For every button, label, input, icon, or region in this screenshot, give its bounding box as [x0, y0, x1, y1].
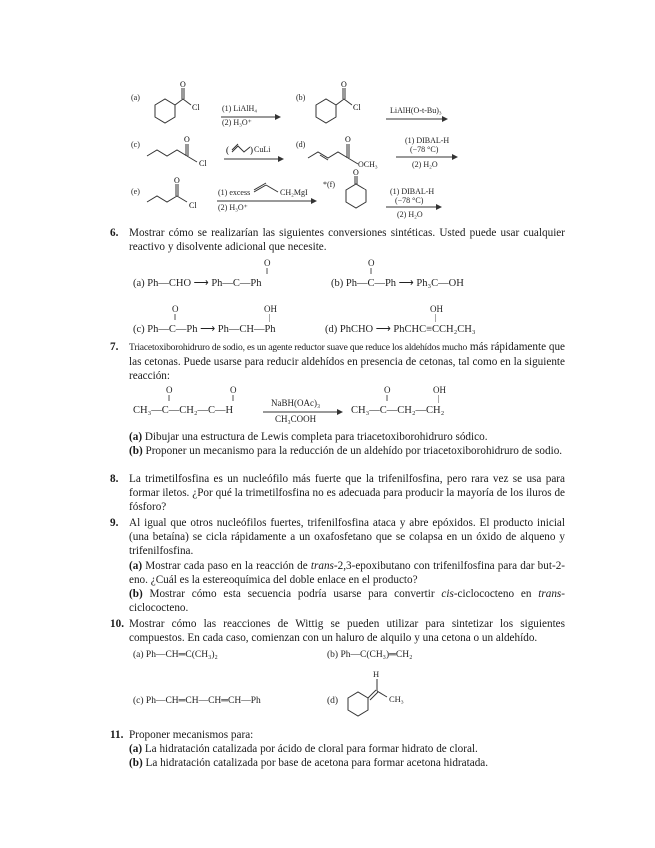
part-11a: La hidratación catalizada por ácido de cloral para formar hidrato de cloral. — [144, 743, 478, 756]
pentanoyl-chloride-structure — [145, 132, 215, 172]
problem-8 — [110, 472, 565, 515]
scheme-6c: (c) Ph—C—Ph ⟶ Ph—CH—Ph — [133, 324, 276, 335]
svg-text:Cl: Cl — [353, 103, 361, 112]
reaction-d-reagent2: (−78 °C) — [410, 145, 439, 154]
reaction-d-reagent3: (2) H₂O — [412, 160, 438, 169]
problem-9: 9. Al igual que otros nucleófilos fuertes, trifenilfosfina ataca y abre epóxidos. El producto inicial (una betaína) se cicla rápidamente a un oxafosfetano que se colapsa en un óxido de alqueno y trifenilfosfina. (a) Mostrar cada paso en la reacción de trans-2,3-epoxibutano con trifenilfosfina para dar but-2-eno. ¿Cuál es la estereoquímica del doble enlace en el producto? (b) Mostrar cómo esta secuencia podría usarse para convertir cis-ciclococteno en trans-ciclococteno. — [110, 517, 566, 615]
reaction-f-reagent2: (−78 °C) — [395, 196, 424, 205]
svg-text:O: O — [174, 176, 180, 185]
reaction-e-reagent2: (2) H₃O⁺ — [218, 203, 248, 212]
problem-number: 11. — [110, 729, 124, 741]
reaction-c-reagent: CuLi — [254, 145, 271, 154]
arrow-c — [224, 156, 284, 162]
svg-text:O: O — [353, 168, 359, 177]
svg-text:): ) — [250, 145, 253, 155]
reaction-c-label: (c) — [131, 140, 140, 149]
problem-6 — [110, 226, 565, 254]
compound-10d-label: (d) — [327, 696, 339, 706]
reaction-d-label: (d) — [296, 140, 306, 149]
reaction-f-reagent3: (2) H₂O — [397, 210, 423, 219]
reaction-b-reagent: LiAlH(O-t-Bu)₃ — [390, 106, 442, 115]
svg-text:Cl: Cl — [199, 159, 207, 168]
scheme-7-reagent-top: NaBH(OAc)₃ — [271, 398, 321, 408]
reaction-a-label: (a) — [131, 93, 140, 102]
part-7b: Proponer un mecanismo para la reducción de un aldehído por triacetoxiborohidruro de sodio. — [145, 445, 563, 458]
compound-10a: (a) Ph—CH═C(CH₃)₂ — [133, 650, 218, 660]
problem-text: Mostrar cómo las reacciones de Wittig se pueden utilizar para sintetizar los siguientes compuestos. En cada caso, comienzan con un haluro de alquilo y una cetona o un aldehído. — [129, 618, 565, 645]
problem-7 — [110, 340, 565, 384]
reaction-a-reagent1: (1) LiAlH₄ — [222, 104, 258, 113]
scheme-7-reactant: CH₃—C—CH₂—C—H — [133, 405, 234, 416]
lactone-structure — [336, 168, 380, 220]
problem-number: 8. — [110, 473, 119, 485]
problem-text: Proponer mecanismos para: — [129, 729, 254, 741]
problem-11: 11. Proponer mecanismos para: (a) La hidratación catalizada por ácido de cloral para formar hidrato de cloral. (b) La hidratación catalizada por base de acetona para formar acetona hidratada. — [110, 728, 565, 771]
reaction-f-reagent1: (1) DIBAL-H — [390, 187, 435, 196]
methylbutanoyl-chloride-structure — [145, 178, 215, 218]
problem-text: Mostrar cómo se realizarían las siguientes conversiones sintéticas. Usted puede usar cualquier reactivo y disolvente adicional que necesite. — [129, 227, 565, 254]
atom-O: O — [180, 80, 186, 89]
scheme-6a: (a) Ph—CHO ⟶ Ph—C—Ph — [133, 278, 262, 289]
svg-text:.: . — [363, 183, 365, 192]
scheme-6b-O: O — [368, 258, 375, 268]
svg-text:(: ( — [226, 145, 229, 155]
reaction-a-reagent2: (2) H₃O⁺ — [222, 118, 252, 127]
scheme-6a-O: O — [264, 258, 271, 268]
part-7a: Dibujar una estructura de Lewis completa para triacetoxiborohidruro sódico. — [144, 431, 488, 443]
problem-text: más rápidamente que las cetonas. Puede usarse para reducir aldehídos en presencia de cetonas, tal como en la siguiente reacción: — [129, 341, 565, 383]
scheme-6b: (b) Ph—C—Ph ⟶ Ph₃C—OH — [331, 278, 464, 289]
svg-text:O: O — [184, 135, 190, 144]
compound-10d-CH3: CH₃ — [389, 694, 404, 704]
reaction-b-label: (b) — [296, 93, 306, 102]
problem-number: 10. — [110, 618, 124, 630]
compound-10d-H: H — [373, 669, 380, 679]
scheme-7-product: CH₃—C—CH₂—CH₂ — [351, 405, 445, 416]
problem-7-parts: (a) Dibujar una estructura de Lewis completa para triacetoxiborohidruro sódico. (b) Proponer un mecanismo para la reducción de un aldehído por triacetoxiborohidruro de sodio. — [129, 431, 563, 458]
scheme-6c-O: O — [172, 304, 179, 314]
problem-text: La trimetilfosfina es un nucleófilo más fuerte que la trifenilfosfina, pero rara vez se usa para formar iletos. ¿Por qué la trimetilfosfina no es adecuada para producir la mayoría de los iluros de fósforo? — [129, 473, 565, 514]
benzoyl-chloride-structure-b — [306, 80, 376, 130]
reaction-d-reagent1: (1) DIBAL-H — [405, 136, 450, 145]
reaction-e-reagent1: (1) excess — [218, 188, 251, 197]
svg-text:O: O — [341, 80, 347, 89]
scheme-7-reagent-bottom: CH₃COOH — [275, 414, 317, 424]
reaction-e-label: (e) — [131, 187, 140, 196]
atom-Cl: Cl — [192, 103, 200, 112]
compound-10b: (b) Ph—C(CH₃)═CH₂ — [327, 650, 413, 660]
problem-number: 6. — [110, 227, 119, 239]
vinyl-group-icon — [252, 182, 282, 194]
problem-text: Al igual que otros nucleófilos fuertes, trifenilfosfina ataca y abre epóxidos. El producto inicial (una betaína) se cicla rápidamente a un oxafosfetano que se colapsa en un óxido de alqueno y trifenilfosfina. — [129, 517, 565, 558]
svg-text:O: O — [345, 135, 351, 144]
document-page: (a) O Cl (1) LiAlH₄ (2) H₃O⁺ (b) O Cl LiAlH(O-t-Bu)₃ (c) O Cl ( ) CuLi (d) O OCH₃ (1) DIBAL-H (−78 °C) (2) H₂O (e) O Cl (1) excess CH₂MgI (2) H₃O⁺ *(f) O . (1) DIBAL-H (−78 °C) (2) H₂O 6. Mostrar cómo se realizarían las siguientes conversiones sintéticas. Usted puede usar cualquier reactivo y disolvente adicional que necesite. (a) Ph—CHO ⟶ Ph—C—Ph O ‖ (b) Ph—C—Ph ⟶ Ph₃C—OH O ‖ (c) Ph—C—Ph ⟶ Ph—CH—Ph O ‖ OH | (d) PhCHO ⟶ PhCHC≡CCH₂CH₃ OH | 7. Triacetoxiborohidruro de sodio, es un agente reductor suave que reduce los aldehídos mucho más rápidamente que las cetonas. Puede usarse para reducir aldehídos en presencia de cetonas, tal como en la siguiente reacción: CH₃—C—CH₂—C—H O ‖ O ‖ NaBH(OAc)₃ CH₃COOH CH₃—C—CH₂—CH₂ O ‖ OH | (a) Dibujar una estructura de Lewis completa para triacetoxiborohidruro sódico. (b) Proponer un mecanismo para la reducción de un aldehído por triacetoxiborohidruro de sodio. 8. La trimetilfosfina es un nucleófilo más fuerte que la trifenilfosfina, pero rara vez se usa para formar iletos. ¿Por qué la trimetilfosfina no es adecuada para producir la mayoría de los iluros de fósforo? 9. Al igual que otros nucleófilos fuertes, trifenilfosfina ataca y abre epóxidos. El producto inicial (una betaína) se cicla rápidamente a un oxafosfetano que se colapsa en un óxido de alqueno y trifenilfosfina. (a) Mostrar cada paso en la reacción de trans-2,3-epoxibutano con trifenilfosfina para dar but-2-eno. ¿Cuál es la estereoquímica del doble enlace en el producto? (b) Mostrar cómo esta secuencia podría usarse para convertir cis-ciclococteno en trans-ciclococteno. 10. Mostrar cómo las reacciones de Wittig se pueden utilizar para sintetizar los siguientes compuestos. En cada caso, comienzan con un haluro de alquilo y una cetona o un aldehído. (a) Ph—CH═C(CH₃)₂ (b) Ph—C(CH₃)═CH₂ (c) Ph—CH═CH—CH═CH—Ph (d) H CH₃ 11. Proponer mecanismos para: (a) La hidratación catalizada por ácido de cloral para formar hidrato de cloral. (b) La hidratación catalizada por base de acetona para formar acetona hidratada. — [110, 80, 566, 770]
problem-text-small: Triacetoxiborohidruro de sodio, es un agente reductor suave que reduce los aldehídos mucho — [129, 342, 468, 353]
allyl-group-icon — [226, 144, 254, 155]
arrow-b — [386, 116, 448, 122]
benzoyl-chloride-structure-a — [145, 80, 215, 130]
part-11b: La hidratación catalizada por base de acetona para formar acetona hidratada. — [145, 757, 489, 770]
scheme-6d-OH: OH — [430, 304, 443, 314]
scheme-6d: (d) PhCHO ⟶ PhCHC≡CCH₂CH₃ — [325, 324, 476, 335]
problem-number: 7. — [110, 341, 119, 353]
problem-number: 9. — [110, 517, 119, 529]
reaction-d-group: OCH₃ — [358, 160, 378, 169]
compound-10c: (c) Ph—CH═CH—CH═CH—Ph — [133, 696, 261, 706]
reaction-f-label: *(f) — [323, 180, 335, 189]
scheme-6c-OH: OH — [264, 304, 277, 314]
reaction-e-reagent1b: CH₂MgI — [280, 188, 308, 197]
problem-10 — [110, 617, 565, 645]
svg-text:Cl: Cl — [189, 201, 197, 210]
